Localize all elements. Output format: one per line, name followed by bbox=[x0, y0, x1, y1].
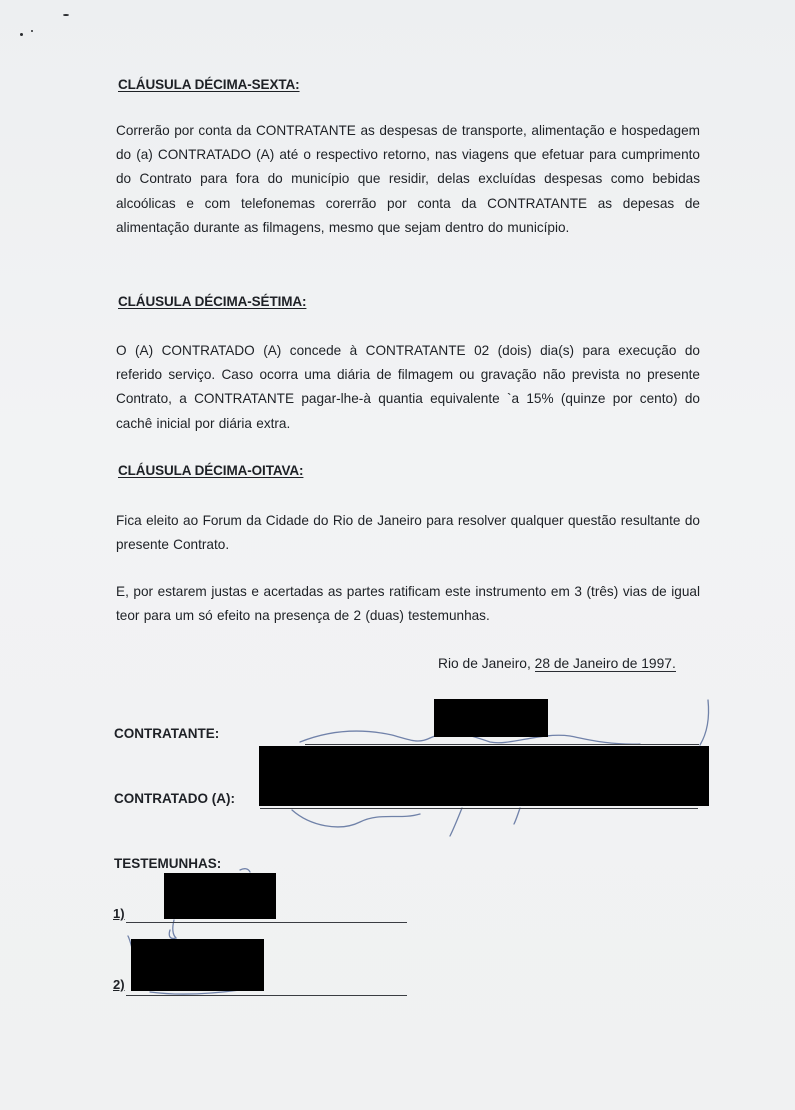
redaction-box bbox=[164, 873, 276, 919]
redaction-box bbox=[131, 939, 264, 991]
contratado-label: CONTRATADO (A): bbox=[114, 791, 235, 806]
contratante-label: CONTRATANTE: bbox=[114, 726, 220, 741]
witness-2-number: 2) bbox=[113, 977, 125, 992]
paper-speck bbox=[31, 30, 33, 32]
contratado-signature-line bbox=[260, 808, 698, 809]
clause-18-paragraph: Fica eleito ao Forum da Cidade do Rio de Janeiro para resolver qualquer questão resultante do presente Contrato. bbox=[116, 513, 700, 553]
witness-1-signature-line bbox=[126, 922, 407, 923]
clause-16-heading: CLÁUSULA DÉCIMA-SEXTA: bbox=[118, 77, 300, 92]
contratante-signature-line bbox=[305, 744, 699, 745]
place-date bbox=[438, 656, 676, 671]
redaction-box bbox=[434, 699, 548, 737]
date-text: 28 de Janeiro de 1997. bbox=[534, 656, 676, 671]
clause-17-paragraph: O (A) CONTRATADO (A) concede à CONTRATANTE 02 (dois) dia(s) para execução do referido serviço. Caso ocorra uma diária de filmagem ou gravação não prevista no presente Contrato, a CONTRATANTE pagar-lhe-à quantia equivalente `a 15% (quinze por cento) do cachê inicial por diária extra. bbox=[116, 343, 700, 431]
redaction-box bbox=[259, 746, 709, 806]
witness-1-number: 1) bbox=[113, 906, 125, 921]
clause-18-heading: CLÁUSULA DÉCIMA-OITAVA: bbox=[118, 463, 304, 478]
witness-2-signature-line bbox=[126, 995, 407, 996]
witnesses-label: TESTEMUNHAS: bbox=[114, 856, 222, 871]
clause-16-paragraph: Correrão por conta da CONTRATANTE as despesas de transporte, alimentação e hospedagem do (a) CONTRATADO (A) até o respectivo retorno, nas viagens que efetuar para cumprimento do Contrato para fora do município que residir, delas excluídas despesas como bebidas alcoólicas e com telefonemas corerrão por conta da CONTRATANTE as depesas de alimentação durante as filmagens, mesmo que sejam dentro do município. bbox=[116, 123, 700, 235]
clause-17-heading: CLÁUSULA DÉCIMA-SÉTIMA: bbox=[118, 294, 307, 309]
place-text: Rio de Janeiro, bbox=[438, 656, 535, 671]
closing-paragraph: E, por estarem justas e acertadas as partes ratificam este instrumento em 3 (três) vias de igual teor para um só efeito na presença de 2 (duas) testemunhas. bbox=[116, 584, 700, 624]
paper-speck bbox=[20, 33, 23, 36]
paper-speck bbox=[63, 14, 69, 16]
